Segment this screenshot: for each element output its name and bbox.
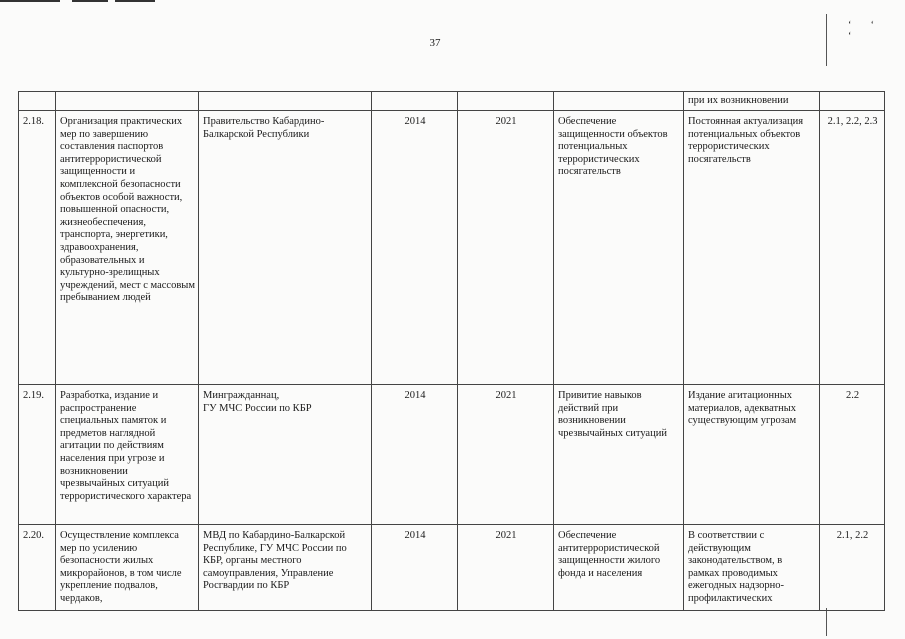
right-margin-line: [826, 14, 827, 66]
end-year-cell: 2021: [458, 525, 554, 611]
row-number: 2.20.: [19, 525, 56, 611]
executor-cell: [199, 385, 372, 525]
row-number: 2.18.: [19, 111, 56, 385]
continuation-row: [19, 92, 885, 111]
event-cell: Разработка, издание и распространение специальных памяток и предметов наглядной агитации по действиям населения при угрозе и возникновении чрезвычайных ситуаций террористического характера: [56, 385, 199, 525]
cell-indicators: [820, 92, 885, 111]
goal-cell: Обеспечение антитеррористической защищенности жилого фонда и населения: [554, 525, 684, 611]
cell-start: [372, 92, 458, 111]
scan-artifact-top: [0, 0, 60, 2]
cell-executor: [199, 92, 372, 111]
indicators-cell: 2.2: [820, 385, 885, 525]
end-year-cell: 2021: [458, 111, 554, 385]
start-year-cell: 2014: [372, 111, 458, 385]
result-cell: Постоянная актуализация потенциальных объектов террористических посягательств: [684, 111, 820, 385]
executor-cell: Правительство Кабардино-Балкарской Республики: [199, 111, 372, 385]
cell-num: [19, 92, 56, 111]
start-year-cell: 2014: [372, 385, 458, 525]
scan-artifact-top-2: [72, 0, 108, 2]
result-cell: Издание агитационных материалов, адекватных существующим угрозам: [684, 385, 820, 525]
cell-goal: [554, 92, 684, 111]
corner-mark: ‘‘ ‘: [848, 20, 894, 42]
executor-text: Мингражданнац, ГУ МЧС России по КБР: [203, 390, 312, 414]
right-margin-line-lower: [826, 608, 827, 636]
result-cell: В соответствии с действующим законодательством, в рамках проводимых ежегодных надзорно-профилактических: [684, 525, 820, 611]
table-row: [19, 525, 885, 611]
cell-end: [458, 92, 554, 111]
table-row: [19, 111, 885, 385]
scan-artifact-top-3: [115, 0, 155, 2]
cell-result: при их возникновении: [684, 92, 820, 111]
activities-table: [18, 91, 885, 611]
start-year-cell: 2014: [372, 525, 458, 611]
page-number: 37: [429, 37, 441, 49]
table-row: [19, 385, 885, 525]
indicators-cell: 2.1, 2.2: [820, 525, 885, 611]
cell-event: [56, 92, 199, 111]
event-cell: Осуществление комплекса мер по усилению безопасности жилых микрорайонов, в том числе укрепление подвалов, чердаков,: [56, 525, 199, 611]
end-year-cell: 2021: [458, 385, 554, 525]
event-cell: Организация практических мер по завершению составления паспортов антитеррористической защищенности и комплексной безопасности объектов особой важности, повышенной опасности, жизнеобеспечения, транспорта, энергетики, здравоохранения, образовательных и культурно-зрелищных учреждений, мест с массовым пребыванием людей: [56, 111, 199, 385]
row-number: 2.19.: [19, 385, 56, 525]
goal-cell: Привитие навыков действий при возникновении чрезвычайных ситуаций: [554, 385, 684, 525]
executor-cell: МВД по Кабардино-Балкарской Республике, ГУ МЧС России по КБР, органы местного самоуправления, Управление Росгвардии по КБР: [199, 525, 372, 611]
indicators-cell: 2.1, 2.2, 2.3: [820, 111, 885, 385]
goal-cell: Обеспечение защищенности объектов потенциальных террористических посягательств: [554, 111, 684, 385]
